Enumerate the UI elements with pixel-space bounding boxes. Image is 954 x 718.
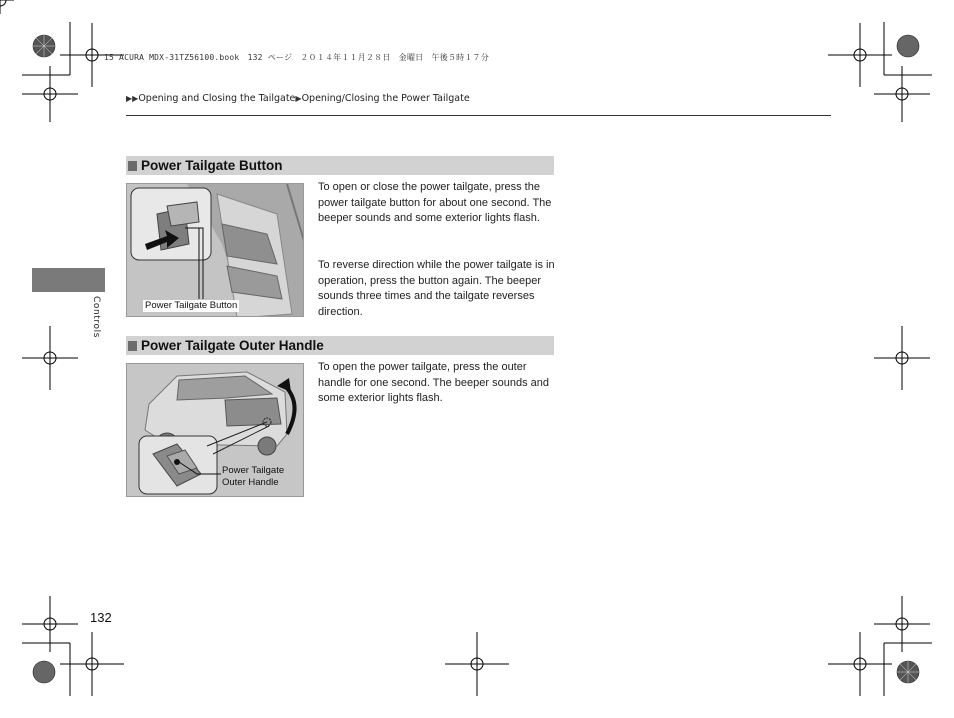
paragraph-open-close: To open or close the power tailgate, press the power tailgate button for about one second. The beeper sounds and some exterior lights flash. (318, 181, 552, 224)
chapter-tab (32, 268, 105, 292)
figure-power-tailgate-outer-handle (126, 363, 304, 497)
breadcrumb-arrow-icon: ▶ (295, 94, 302, 103)
callout-power-tailgate-button: Power Tailgate Button (145, 300, 238, 311)
breadcrumb-arrow-icon: ▶▶ (126, 94, 139, 103)
door-panel-illustration (127, 184, 304, 317)
callout-outer-handle-line1: Power Tailgate (222, 465, 285, 476)
chapter-tab-label: Controls (91, 296, 101, 339)
section-marker-icon (128, 161, 137, 171)
file-header: 15 ACURA MDX-31TZ56100.book 132 ページ ２０１４年１１月２８日 金曜日 午後５時１７分 (104, 53, 489, 62)
section-marker-icon (128, 341, 137, 351)
section-heading-power-tailgate-outer-handle (126, 336, 554, 355)
paragraph-reverse-direction: To reverse direction while the power tailgate is in operation, press the button again. The beeper sounds three times and the tailgate reverses direction. (318, 259, 555, 318)
callout-outer-handle-line2: Outer Handle (222, 477, 279, 488)
section-title: Power Tailgate Button (141, 158, 283, 173)
section-title: Power Tailgate Outer Handle (141, 338, 324, 353)
breadcrumb-level2: Opening/Closing the Power Tailgate (301, 93, 470, 104)
header-rule (126, 115, 831, 116)
paragraph-outer-handle: To open the power tailgate, press the outer handle for one second. The beeper sounds and some exterior lights flash. (318, 361, 549, 404)
page-number: 132 (90, 610, 112, 625)
figure-power-tailgate-button (126, 183, 304, 317)
breadcrumb (126, 93, 470, 104)
section-heading-power-tailgate-button (126, 156, 554, 175)
breadcrumb-level1: Opening and Closing the Tailgate (138, 93, 296, 104)
